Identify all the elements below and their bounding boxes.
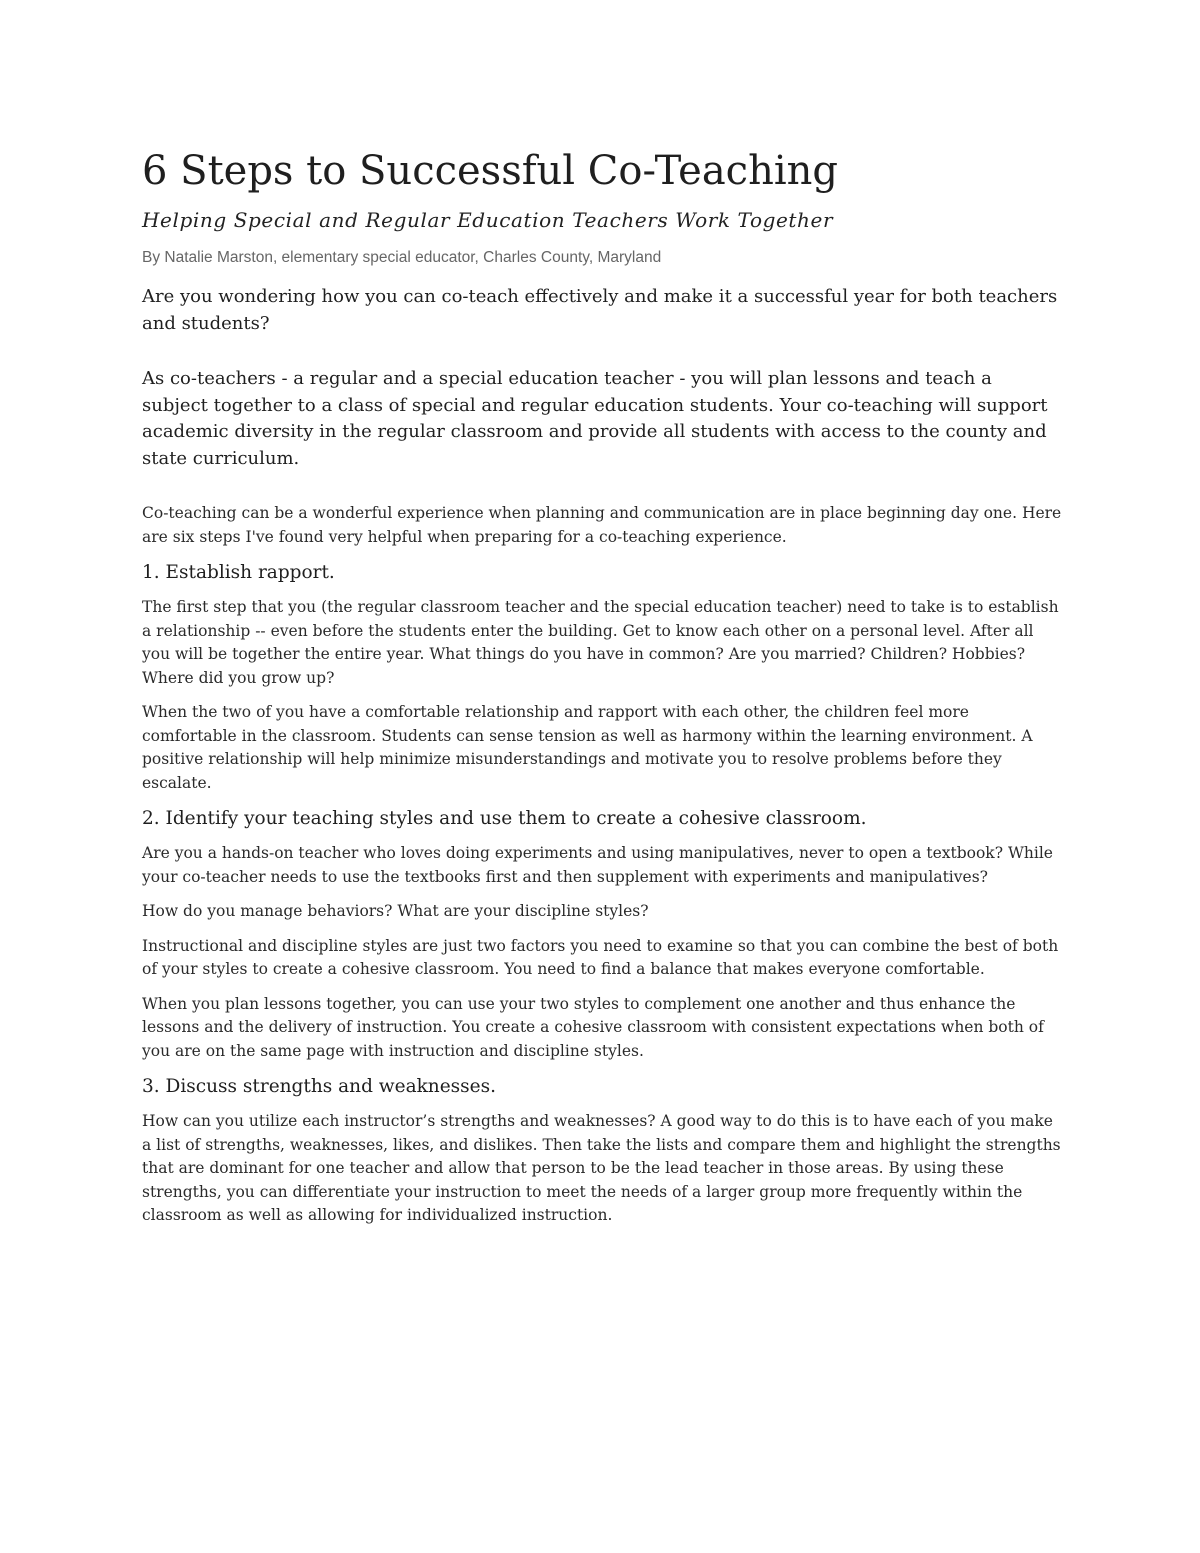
section-heading-3: 3. Discuss strengths and weaknesses. (142, 1076, 496, 1097)
section-2-paragraph-2: How do you manage behaviors? What are your discipline styles? (142, 902, 649, 920)
section-1-paragraph-1: The first step that you (the regular classroom teacher and the special education teacher) need to take is to establish a relationship -- even before the students enter the building. Get to know each other on a personal level. After all you will be together the entire year. What things do you have in common? Are you married? Children? Hobbies? Where did you grow up? (142, 598, 1059, 687)
section-1-paragraph-2: When the two of you have a comfortable relationship and rapport with each other, the children feel more comfortable in the classroom. Students can sense tension as well as harmony within the learning environment. A positive relationship will help minimize misunderstandings and motivate you to resolve problems before they escalate. (142, 703, 1033, 792)
page-title: 6 Steps to Successful Co-Teaching (142, 148, 838, 194)
lead-paragraph-2: As co-teachers - a regular and a special education teacher - you will plan lessons and teach a subject together to a class of special and regular education students. Your co-teaching will support academic diversity in the regular classroom and provide all students with access to the county and state curriculum. (142, 368, 1048, 469)
page-subtitle: Helping Special and Regular Education Teachers Work Together (142, 208, 834, 232)
article-body (142, 502, 1062, 1239)
section-2-paragraph-1: Are you a hands-on teacher who loves doing experiments and using manipulatives, never to open a textbook? While your co-teacher needs to use the textbooks first and then supplement with experiments and manipulatives? (142, 844, 1053, 886)
author-byline: By Natalie Marston, elementary special educator, Charles County, Maryland (142, 249, 662, 266)
section-heading-1: 1. Establish rapport. (142, 562, 335, 583)
lead-paragraph-1: Are you wondering how you can co-teach effectively and make it a successful year for both teachers and students? (142, 286, 1058, 334)
section-heading-2: 2. Identify your teaching styles and use them to create a cohesive classroom. (142, 808, 867, 829)
section-2-paragraph-4: When you plan lessons together, you can use your two styles to complement one another and thus enhance the lessons and the delivery of instruction. You create a cohesive classroom with consistent expectations when both of you are on the same page with instruction and discipline styles. (142, 994, 1044, 1060)
section-2-paragraph-3: Instructional and discipline styles are just two factors you need to examine so that you can combine the best of both of your styles to create a cohesive classroom. You need to find a balance that makes everyone comfortable. (142, 936, 1059, 978)
section-3-paragraph-1: How can you utilize each instructor’s strengths and weaknesses? A good way to do this is to have each of you make a list of strengths, weaknesses, likes, and dislikes. Then take the lists and compare them and highlight the strengths that are dominant for one teacher and allow that person to be the lead teacher in those areas. By using these strengths, you can differentiate your instruction to meet the needs of a larger group more frequently within the classroom as well as allowing for individualized instruction. (142, 1112, 1061, 1224)
intro-paragraph: Co-teaching can be a wonderful experience when planning and communication are in place beginning day one. Here are six steps I've found very helpful when preparing for a co-teaching experience. (142, 504, 1062, 546)
